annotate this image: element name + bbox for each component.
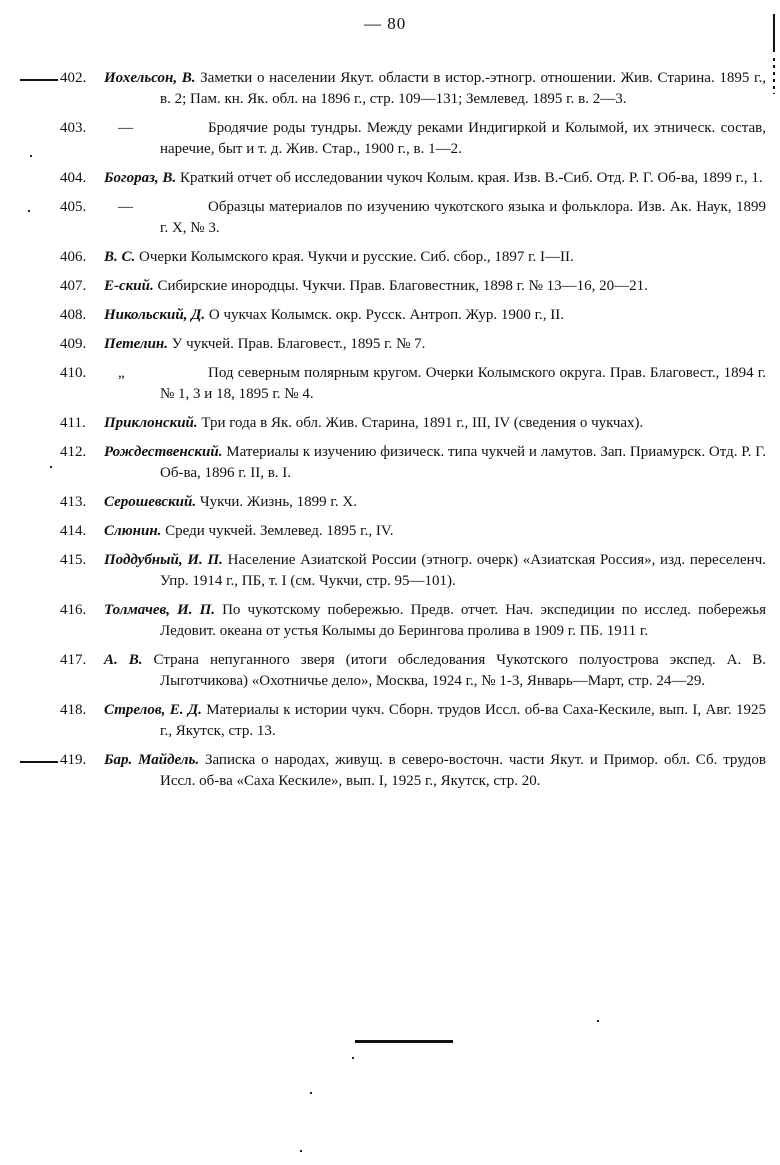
entry-ditto-mark: „ <box>118 365 125 381</box>
entry-ditto-mark: — <box>118 120 133 136</box>
entry-body <box>104 168 766 189</box>
entry-author: Никольский, Д. <box>104 307 206 323</box>
margin-mark-419 <box>20 761 58 763</box>
entry-text: Материалы к изучению физическ. типа чукчей и ламутов. Зап. Приамурск. Отд. Р. Г. Об-ва, 1896 г. II, в. I. <box>160 444 767 481</box>
bibliography-list <box>60 68 766 800</box>
entry-number: 410. <box>60 365 87 381</box>
bibliography-entry <box>60 118 766 160</box>
entry-number: 418. <box>60 702 87 718</box>
entry-text: Заметки о населении Якут. области в истор.-этногр. отношении. Жив. Старина. 1895 г., в. 2; Пам. кн. Як. обл. на 1896 г., стр. 109—131; Землевед. 1895 г. в. 2—3. <box>160 70 766 107</box>
entry-text: Бродячие роды тундры. Между реками Индигиркой и Колымой, их этническ. состав, наречие, быт и т. д. Жив. Стар., 1900 г., в. 1—2. <box>160 120 766 157</box>
scan-speck <box>50 466 52 468</box>
bibliography-entry <box>60 168 766 189</box>
bibliography-entry <box>60 334 766 355</box>
entry-number: 402. <box>60 70 87 86</box>
entry-author: Рождественский. <box>104 444 223 460</box>
bibliography-entry <box>60 700 766 742</box>
entry-text: Образцы материалов по изучению чукотского языка и фольклора. Изв. Ак. Наук, 1899 г. X, № 3. <box>160 199 766 236</box>
entry-author: Богораз, В. <box>104 170 177 186</box>
entry-body <box>104 118 766 160</box>
entry-body <box>104 700 766 742</box>
entry-number: 415. <box>60 552 87 568</box>
entry-body <box>104 521 766 542</box>
entry-text: Страна непуганного зверя (итоги обследования Чукотского полуострова экспед. А. В. Лыготчикова) «Охотничье дело», Москва, 1924 г., № 1-3, Январь—Март, стр. 24—29. <box>153 652 767 689</box>
entry-body <box>104 442 766 484</box>
entry-number: 416. <box>60 602 87 618</box>
entry-body <box>104 550 766 592</box>
bibliography-entry <box>60 68 766 110</box>
entry-author: Петелин. <box>104 336 168 352</box>
entry-number: 404. <box>60 170 87 186</box>
scan-edge-dots <box>773 58 775 94</box>
bibliography-entry <box>60 197 766 239</box>
entry-text: Среди чукчей. Землевед. 1895 г., IV. <box>165 523 394 539</box>
entry-number: 419. <box>60 752 87 768</box>
entry-text: О чукчах Колымск. окр. Русск. Антроп. Жур. 1900 г., II. <box>208 307 565 323</box>
entry-body <box>104 750 766 792</box>
entry-author: Бар. Майдель. <box>104 752 200 768</box>
entry-number: 414. <box>60 523 87 539</box>
entry-number: 412. <box>60 444 87 460</box>
bibliography-entry <box>60 521 766 542</box>
entry-number: 407. <box>60 278 87 294</box>
scan-speck <box>300 1150 302 1152</box>
entry-text: Записка о народах, живущ. в северо-восточн. части Якут. и Примор. обл. Сб. трудов Иссл. об-ва «Саха Кескиле», вып. I, 1925 г., Якутск, стр. 20. <box>160 752 766 789</box>
entry-text: У чукчей. Прав. Благовест., 1895 г. № 7. <box>171 336 426 352</box>
bibliography-entry <box>60 413 766 434</box>
entry-author: Поддубный, И. П. <box>104 552 223 568</box>
entry-author: А. В. <box>104 652 143 668</box>
entry-author: Слюнин. <box>104 523 162 539</box>
scan-edge-mark <box>773 14 775 52</box>
bibliography-entry <box>60 492 766 513</box>
bibliography-entry <box>60 550 766 592</box>
entry-body <box>104 363 766 405</box>
entry-author: Приклонский. <box>104 415 198 431</box>
entry-body <box>104 334 766 355</box>
entry-text: Население Азиатской России (этногр. очерк) «Азиатская Россия», изд. переселенч. Упр. 1914 г., ПБ, т. I (см. Чукчи, стр. 95—101). <box>160 552 767 589</box>
entry-number: 413. <box>60 494 87 510</box>
entry-number: 406. <box>60 249 87 265</box>
entry-author: Толмачев, И. П. <box>104 602 215 618</box>
scan-speck <box>30 155 32 157</box>
entry-text: Очерки Колымского края. Чукчи и русские. Сиб. сбор., 1897 г. I—II. <box>139 249 574 265</box>
entry-number: 408. <box>60 307 87 323</box>
entry-text: По чукотскому побережью. Предв. отчет. Нач. экспедиции по исслед. побережья Ледовит. океана от устья Колымы до Берингова пролива в 1909 г. ПБ. 1911 г. <box>160 602 767 639</box>
entry-text: Под северным полярным кругом. Очерки Колымского округа. Прав. Благовест., 1894 г. № 1, 3 и 18, 1895 г. № 4. <box>160 365 766 402</box>
scan-speck <box>597 1020 599 1022</box>
bibliography-entry <box>60 442 766 484</box>
entry-number: 403. <box>60 120 87 136</box>
entry-author: Е-ский. <box>104 278 154 294</box>
bibliography-entry <box>60 363 766 405</box>
entry-number: 409. <box>60 336 87 352</box>
entry-ditto-mark: — <box>118 199 133 215</box>
entry-body <box>104 305 766 326</box>
end-rule <box>355 1040 453 1043</box>
bibliography-entry <box>60 305 766 326</box>
bibliography-entry <box>60 276 766 297</box>
entry-author: Иохельсон, В. <box>104 70 196 86</box>
entry-body <box>104 413 766 434</box>
entry-number: 405. <box>60 199 87 215</box>
entry-author: Серошевский. <box>104 494 197 510</box>
entry-body <box>104 650 766 692</box>
entry-author: Стрелов, Е. Д. <box>104 702 202 718</box>
entry-author: В. С. <box>104 249 136 265</box>
entry-text: Чукчи. Жизнь, 1899 г. X. <box>199 494 357 510</box>
bibliography-entry <box>60 247 766 268</box>
entry-text: Три года в Як. обл. Жив. Старина, 1891 г., III, IV (сведения о чукчах). <box>201 415 644 431</box>
entry-number: 417. <box>60 652 87 668</box>
entry-body <box>104 600 766 642</box>
scan-speck <box>310 1092 312 1094</box>
margin-mark-402 <box>20 79 58 81</box>
entry-body <box>104 197 766 239</box>
entry-body <box>104 247 766 268</box>
entry-body <box>104 68 766 110</box>
page-number: — 80 <box>364 14 407 33</box>
bibliography-entry <box>60 600 766 642</box>
entry-body <box>104 276 766 297</box>
entry-text: Материалы к истории чукч. Сборн. трудов Иссл. об-ва Саха-Кескиле, вып. I, Авг. 1925 г., Якутск, стр. 13. <box>160 702 767 739</box>
entry-text: Сибирские инородцы. Чукчи. Прав. Благовестник, 1898 г. № 13—16, 20—21. <box>157 278 648 294</box>
bibliography-entry <box>60 750 766 792</box>
bibliography-entry <box>60 650 766 692</box>
entry-body <box>104 492 766 513</box>
scan-speck <box>28 210 30 212</box>
entry-text: Краткий отчет об исследовании чукоч Колым. края. Изв. В.-Сиб. Отд. Р. Г. Об-ва, 1899 г., 1. <box>179 170 763 186</box>
scan-speck <box>352 1057 354 1059</box>
entry-number: 411. <box>60 415 86 431</box>
